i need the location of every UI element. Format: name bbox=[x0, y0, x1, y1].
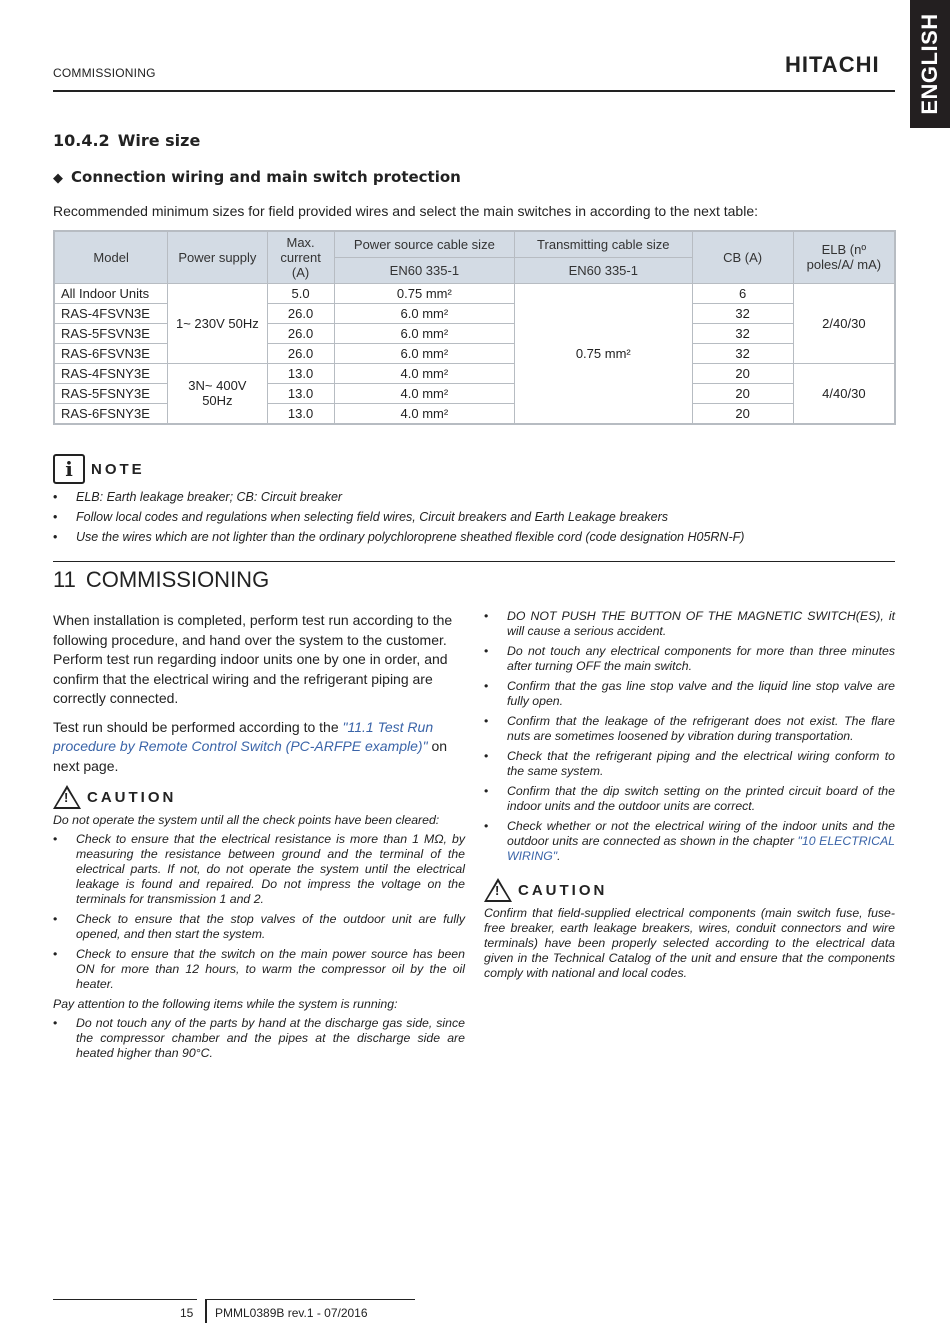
header-section-label: COMMISSIONING bbox=[53, 66, 156, 80]
running-list bbox=[53, 1016, 465, 1061]
note-title: NOTE bbox=[91, 460, 145, 478]
list-item: • Follow local codes and regulations when selecting field wires, Circuit breakers and Earth Leakage breakers bbox=[53, 510, 895, 524]
section-divider bbox=[53, 561, 895, 562]
chapter-number: 11 bbox=[53, 567, 76, 592]
list-item: • Check to ensure that the electrical resistance is more than 1 MΩ, by measuring the resistance between ground and the terminal of the electrical parts. If not, do not operate the system until the electrical leakage is found and repaired. Do not impress the voltage on the terminals for transmission 1 and 2. bbox=[53, 832, 465, 907]
cell-model: RAS-5FSNY3E bbox=[54, 383, 168, 403]
body-paragraph: When installation is completed, perform test run according to the following procedure, and hand over the system to the customer. Perform test run regarding indoor units one by one in order, and confirm that the electrical wiring and the refrigerant piping are correctly connected. bbox=[53, 612, 453, 706]
cell-current: 13.0 bbox=[267, 363, 334, 383]
list-item: • Use the wires which are not lighter than the ordinary polychloroprene sheathed flexible cord (code designation H05RN-F) bbox=[53, 530, 895, 544]
cell-cb: 20 bbox=[692, 403, 793, 424]
cell-cable: 6.0 mm² bbox=[334, 343, 514, 363]
caution-lead-running: Pay attention to the following items while the system is running: bbox=[53, 997, 398, 1011]
cell-cable: 4.0 mm² bbox=[334, 403, 514, 424]
cell-supply-three: 3N~ 400V 50Hz bbox=[168, 363, 267, 424]
page-number: 15 bbox=[180, 1306, 194, 1320]
footer-separator bbox=[205, 1299, 207, 1323]
cell-cb: 20 bbox=[692, 363, 793, 383]
language-tab-label: ENGLISH bbox=[917, 13, 942, 115]
list-item: • Confirm that the leakage of the refrigerant does not exist. The flare nuts are sometimes loosened by vibration during transportation. bbox=[484, 714, 895, 744]
caution-text: Confirm that field-supplied electrical components (main switch fuse, fuse-free breaker, earth leakage breakers, wires, conduit connectors and wire terminals) have been properly selected according to the electrical data given in the Technical Catalog of the unit and ensure that the components comply with national and local codes. bbox=[484, 906, 895, 980]
list-item: • Check to ensure that the switch on the main power source has been ON for more than 12 hours, to warm the compressor oil by the oil heater. bbox=[53, 947, 465, 992]
cell-current: 5.0 bbox=[267, 283, 334, 303]
text-run: . bbox=[557, 849, 561, 863]
text-run: Test run should be performed according to the bbox=[53, 718, 343, 735]
chapter-title: COMMISSIONING bbox=[85, 567, 270, 592]
test-run-procedure-link[interactable]: "11.1 Test Run procedure by Remote Control Switch (PC-ARFPE example)" bbox=[53, 718, 434, 754]
cell-elb-three: 4/40/30 bbox=[793, 363, 895, 424]
cell-current: 13.0 bbox=[267, 383, 334, 403]
cell-cb: 32 bbox=[692, 323, 793, 343]
list-item: • Confirm that the gas line stop valve and the liquid line stop valve are fully open. bbox=[484, 679, 895, 709]
warning-icon: ! bbox=[484, 878, 512, 902]
table-row bbox=[54, 283, 895, 303]
cell-supply-single: 1~ 230V 50Hz bbox=[168, 283, 267, 363]
wire-size-table bbox=[53, 230, 896, 425]
language-tab bbox=[910, 0, 950, 128]
footer-rule-left bbox=[53, 1299, 197, 1300]
right-column bbox=[484, 609, 895, 985]
cell-model: RAS-4FSNY3E bbox=[54, 363, 168, 383]
caution-heading bbox=[53, 785, 465, 809]
section-title: Wire size bbox=[117, 131, 201, 150]
cell-current: 26.0 bbox=[267, 303, 334, 323]
caution-heading-2 bbox=[484, 878, 895, 902]
cell-model: RAS-5FSVN3E bbox=[54, 323, 168, 343]
th-model: Model bbox=[54, 231, 168, 283]
info-icon: i bbox=[53, 454, 85, 484]
subheading-text: Connection wiring and main switch protection bbox=[71, 168, 461, 186]
caution-lead: Do not operate the system until all the check points have been cleared: bbox=[53, 813, 440, 827]
footer-rule-right bbox=[205, 1299, 415, 1300]
diamond-bullet-icon: ◆ bbox=[53, 171, 63, 186]
th-power-cable: Power source cable size bbox=[334, 231, 514, 257]
intro-text: Recommended minimum sizes for field provided wires and select the main switches in according to the next table: bbox=[53, 203, 758, 219]
section-number: 10.4.2 bbox=[53, 131, 110, 150]
cell-cable: 6.0 mm² bbox=[334, 323, 514, 343]
document-reference: PMML0389B rev.1 - 07/2016 bbox=[215, 1306, 368, 1320]
cell-elb-single: 2/40/30 bbox=[793, 283, 895, 363]
body-paragraph-link bbox=[53, 718, 465, 777]
th-cb: CB (A) bbox=[692, 231, 793, 283]
cell-cable: 4.0 mm² bbox=[334, 383, 514, 403]
th-max-current: Max. current (A) bbox=[267, 231, 334, 283]
list-item: • Do not touch any electrical components for more than three minutes after turning OFF the main switch. bbox=[484, 644, 895, 674]
note-heading bbox=[53, 454, 145, 484]
cell-cb: 20 bbox=[692, 383, 793, 403]
brand-logo: HITACHI bbox=[785, 52, 880, 77]
cell-current: 26.0 bbox=[267, 323, 334, 343]
text-run: on next page. bbox=[53, 738, 448, 774]
text-run: Check whether or not the electrical wiring of the indoor units and the outdoor units are connected as shown in the chapter bbox=[507, 819, 895, 848]
table-row bbox=[54, 363, 895, 383]
electrical-wiring-link[interactable]: "10 ELECTRICAL WIRING" bbox=[507, 834, 895, 863]
warning-icon: ! bbox=[53, 785, 81, 809]
cell-current: 13.0 bbox=[267, 403, 334, 424]
note-list bbox=[53, 490, 895, 550]
chapter-heading bbox=[53, 567, 269, 593]
list-item: • ELB: Earth leakage breaker; CB: Circuit breaker bbox=[53, 490, 895, 504]
header-divider bbox=[53, 90, 895, 92]
th-transmit-cable-std: EN60 335-1 bbox=[515, 257, 692, 283]
th-elb: ELB (nº poles/A/ mA) bbox=[793, 231, 895, 283]
cell-model: RAS-6FSVN3E bbox=[54, 343, 168, 363]
cell-current: 26.0 bbox=[267, 343, 334, 363]
cell-transmit: 0.75 mm² bbox=[515, 283, 692, 424]
cell-cable: 0.75 mm² bbox=[334, 283, 514, 303]
cell-cb: 32 bbox=[692, 303, 793, 323]
cell-cable: 6.0 mm² bbox=[334, 303, 514, 323]
cell-model: All Indoor Units bbox=[54, 283, 168, 303]
caution-title: CAUTION bbox=[87, 788, 177, 806]
check-list bbox=[484, 609, 895, 864]
th-transmit-cable: Transmitting cable size bbox=[515, 231, 692, 257]
cell-cb: 6 bbox=[692, 283, 793, 303]
list-item: • Do not touch any of the parts by hand at the discharge gas side, since the compressor chamber and the pipes at the discharge side are heated higher than 90°C. bbox=[53, 1016, 465, 1061]
cell-model: RAS-4FSVN3E bbox=[54, 303, 168, 323]
cell-cable: 4.0 mm² bbox=[334, 363, 514, 383]
left-column bbox=[53, 611, 465, 1066]
subheading bbox=[53, 168, 461, 186]
cell-model: RAS-6FSNY3E bbox=[54, 403, 168, 424]
caution-title: CAUTION bbox=[518, 881, 608, 899]
th-power-supply: Power supply bbox=[168, 231, 267, 283]
caution-list bbox=[53, 832, 465, 992]
list-item: • DO NOT PUSH THE BUTTON OF THE MAGNETIC SWITCH(ES), it will cause a serious accident. bbox=[484, 609, 895, 639]
list-item: • Check that the refrigerant piping and the electrical wiring conform to the same system. bbox=[484, 749, 895, 779]
list-item: • Confirm that the dip switch setting on the printed circuit board of the indoor units and the outdoor units are correct. bbox=[484, 784, 895, 814]
section-heading-10-4-2 bbox=[53, 131, 200, 150]
cell-cb: 32 bbox=[692, 343, 793, 363]
list-item: • Check to ensure that the stop valves of the outdoor unit are fully opened, and then start the system. bbox=[53, 912, 465, 942]
list-item bbox=[484, 819, 895, 864]
th-power-cable-std: EN60 335-1 bbox=[334, 257, 514, 283]
